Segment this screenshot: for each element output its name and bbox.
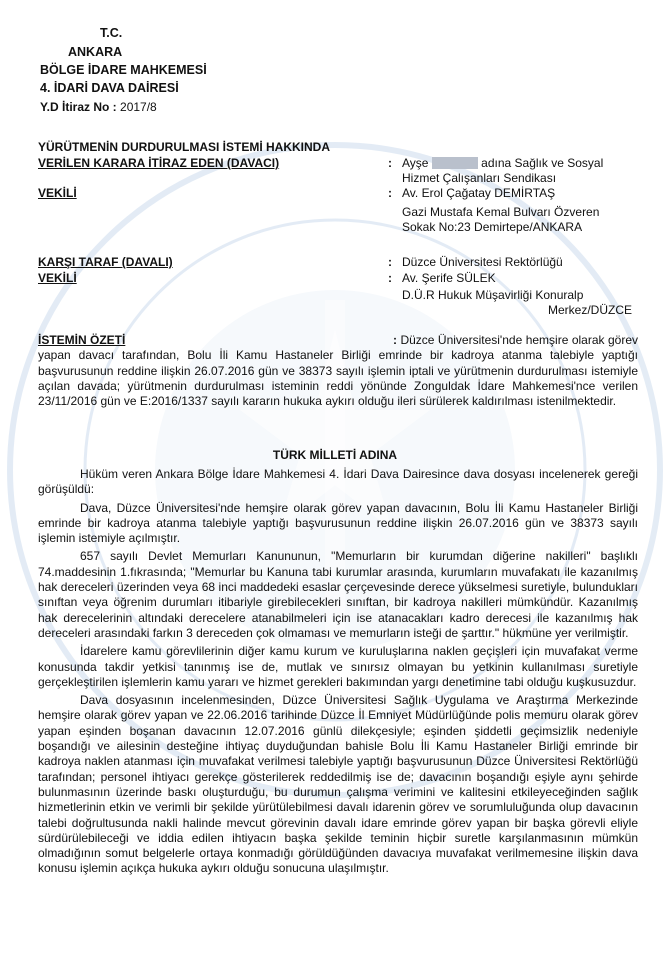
- decision-paragraph: Hüküm veren Ankara Bölge İdare Mahkemesi 4. İdari Dava Dairesince dava dosyası incelenerek gereği görüşüldü:: [38, 467, 638, 497]
- decision-paragraph: İdarelere kamu görevlilerinin diğer kamu kurum ve kuruluşlarına naklen geçişleri için muvafakat verme konusunda takdir yetkisi tanınmış ise de, mutlak ve sınırsız olmayan bu yetkinin kullanılması suretiyle gerçekleştirilen işlemlerin kamu yararı ve hizmet gerekleri bakımından yargı denetimine tabi olduğu kuşkusuzdur.: [38, 644, 638, 689]
- summary-label: İSTEMİN ÖZETİ: [38, 333, 126, 347]
- appellant-first-name: Ayşe: [402, 156, 429, 170]
- respondent-counsel-colon: :: [388, 271, 392, 285]
- respondent-counsel-label: VEKİLİ: [38, 271, 77, 285]
- respondent-colon: :: [388, 255, 392, 269]
- counsel-label: VEKİLİ: [38, 186, 77, 200]
- respondent-counsel-address-2: Merkez/DÜZCE: [548, 303, 633, 317]
- respondent-counsel-name: Av. Şerife SÜLEK: [402, 271, 496, 285]
- respondent-name: Düzce Üniversitesi Rektörlüğü: [402, 255, 563, 269]
- counsel-name: Av. Erol Çağatay DEMİRTAŞ: [402, 186, 556, 200]
- appellant-colon: :: [388, 156, 392, 170]
- counsel-colon: :: [388, 186, 392, 200]
- case-number-label: Y.D İtiraz No :: [40, 100, 117, 114]
- case-number: [40, 99, 157, 115]
- appellant-label: VERİLEN KARARA İTİRAZ EDEN (DAVACI): [38, 156, 280, 170]
- summary-colon: :: [393, 333, 397, 347]
- header-court: BÖLGE İDARE MAHKEMESİ: [40, 63, 207, 77]
- counsel-address-2: Sokak No:23 Demirtepe/ANKARA: [402, 220, 583, 234]
- redacted-surname: [432, 157, 478, 169]
- counsel-address-1: Gazi Mustafa Kemal Bulvarı Özveren: [402, 205, 600, 219]
- appellant-name: [402, 156, 603, 171]
- decision-title: TÜRK MİLLETİ ADINA: [272, 448, 398, 462]
- case-number-value: 2017/8: [120, 100, 157, 114]
- header-city: ANKARA: [68, 45, 123, 59]
- summary-text: Düzce Üniversitesi'nde hemşire olarak görev yapan davacı tarafından, Bolu İli Kamu Hastaneler Birliği emrinde bir kadroya atanma talebiyle yaptığı başvurusunun reddine ilişkin 26.07.2016 gün ve 38373 sayılı işlemin iptali ve yürütmenin durdurulması istemiyle açılan davada; yürütmenin durdurulması isteminin reddi yönünde Zonguldak İdare Mahkemesi'nce verilen 23/11/2016 gün ve E:2016/1337 sayılı kararın hukuka aykırı olduğu ileri sürülerek kaldırılması istenilmektedir.: [38, 333, 638, 409]
- stay-heading: YÜRÜTMENİN DURDURULMASI İSTEMİ HAKKINDA: [38, 140, 330, 154]
- decision-paragraph: 657 sayılı Devlet Memurları Kanununun, "Memurların bir kurumdan diğerine nakilleri" başlıklı 74.maddesinin 1.fıkrasında; "Memurlar bu Kanuna tabi kurumlar arasında, kurumların muvafakatı ile kazanılmış hak dereceleri üzerinden veya 68 inci maddedeki esaslar çerçevesinde derece yükselmesi suretiyle, bulundukları sınıftan veya öğrenim durumları itibariyle girebilecekleri sınıftan, bir kadroya nakilleri mümkündür. Kazanılmış hak derecelerinin altındaki derecelere atanabilmeleri için ise atanacakları kadro derecesi ile kazanılmış hak dereceleri arasındaki farkın 3 dereceden çok olmaması ve memurların isteği de şarttır." hükmüne yer verilmiştir.: [38, 549, 638, 640]
- appellant-union: Hizmet Çalışanları Sendikası: [402, 171, 557, 185]
- decision-paragraph: Dava dosyasının incelenmesinden, Düzce Üniversitesi Sağlık Uygulama ve Araştırma Merkezinde hemşire olarak görev yapan ve 22.06.2016 tarihinde Düzce İl Emniyet Müdürlüğünde polis memuru olarak görev yapan eşinden boşanan davacının 12.07.2016 günlü dilekçesiyle; eşinden şiddetli geçimsizlik nedeniyle boşandığı ve ailesinin desteğine ihtiyaç duyduğundan bahisle Bolu İli Kamu Hastaneler Birliği emrinde bir kadroya naklen atanması için muvafakat verilmesi talebiyle yaptığı başvurusunun Düzce Üniversitesi Rektörlüğü tarafından; personel ihtiyacı gerekçe gösterilerek reddedilmiş ise de; davacının boşandığı eşiyle aynı şehirde bulunmasının üzerinde baskı oluşturduğu, bu durumun çalışma verimini ve kalitesini etkileyeceğinden sağlık hizmetlerinin etkin ve verimli bir şekilde yürütülebilmesi davalı idarenin görev ve sorumluluğunda olup davacının talebi doğrultusunda nakli halinde mevcut görevinin davalı idare emrinde görev yapan bir başka görevli eliyle sürdürülebileceği ve iddia edilen ihtiyacın başka şekilde teminin hiçbir suretle karşılanmasının mümkün olmadığının somut belgelerle ortaya konmadığı görüldüğünden davacıya muvafakat verilmemesine ilişkin dava konusu işlemin açıkça hukuka aykırı olduğu sonucuna ulaşılmıştır.: [38, 693, 638, 876]
- header-chamber: 4. İDARİ DAVA DAİRESİ: [40, 81, 179, 95]
- appellant-on-behalf: adına Sağlık ve Sosyal: [481, 156, 604, 170]
- header-tc: T.C.: [100, 26, 123, 40]
- decision-paragraph: Dava, Düzce Üniversitesi'nde hemşire olarak görev yapan davacının, Bolu İli Kamu Hastaneler Birliği emrinde bir kadroya atanma talebiyle yaptığı başvurusunun reddine ilişkin 26.07.2016 gün ve 38373 sayılı işlemin istemiyle açılmıştır.: [38, 500, 638, 546]
- decision-body: [38, 467, 638, 880]
- respondent-label: KARŞI TARAF (DAVALI): [38, 255, 173, 269]
- request-summary: [38, 333, 638, 409]
- respondent-counsel-address-1: D.Ü.R Hukuk Müşavirliği Konuralp: [402, 288, 584, 302]
